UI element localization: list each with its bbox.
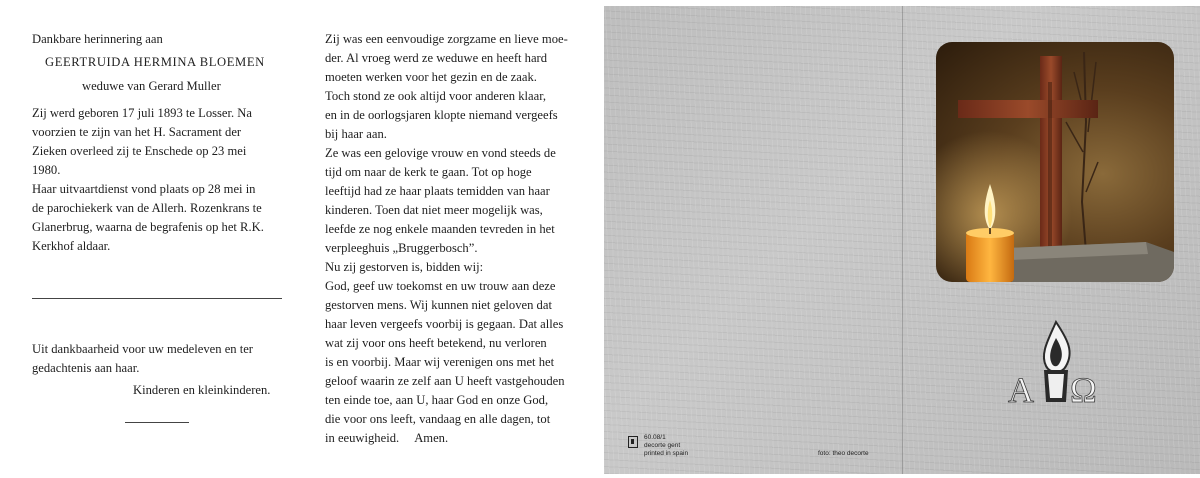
text-line: en in de oorlogsjaren klopte niemand vergeefs <box>325 108 558 122</box>
text-line: verpleeghuis „Bruggerbosch”. <box>325 241 478 255</box>
left-text-panel <box>0 0 300 478</box>
alpha-omega-emblem <box>1004 318 1114 418</box>
bio-line: Kerkhof aldaar. <box>32 239 111 253</box>
text-line: Nu zij gestorven is, bidden wij: <box>325 260 484 274</box>
bio-line: de parochiekerk van de Allerh. Rozenkrans te <box>32 201 262 215</box>
card-back-panel <box>604 6 1200 474</box>
bio-line: 1980. <box>32 163 61 177</box>
bio-line: Zieken overleed zij te Enschede op 23 mei <box>32 144 247 158</box>
bio-line: Zij werd geboren 17 juli 1893 te Losser. Na <box>32 106 252 120</box>
text-line: leefde ze nog enkele maanden tevreden in het <box>325 222 555 236</box>
deceased-subtitle: weduwe van Gerard Muller <box>82 79 221 93</box>
middle-text-panel <box>300 0 600 478</box>
text-line: die voor ons leeft, vandaag en alle dagen, tot <box>325 412 551 426</box>
bio-line: Glanerbrug, waarna de begrafenis op het R.K. <box>32 220 264 234</box>
text-line: gestorven mens. Wij kunnen niet geloven dat <box>325 298 552 312</box>
signature: Kinderen en kleinkinderen. <box>133 383 271 397</box>
text-line: kinderen. Toen dat niet meer mogelijk was, <box>325 203 543 217</box>
cross-and-candle-photo <box>936 42 1174 282</box>
bio-line: Haar uitvaartdienst vond plaats op 28 mei in <box>32 182 256 196</box>
printed-in: printed in spain <box>644 450 689 457</box>
short-divider <box>125 422 189 423</box>
text-line: der. Al vroeg werd ze weduwe en heeft hard <box>325 51 548 65</box>
text-line: tijd om naar de kerk te gaan. Tot op hoge <box>325 165 532 179</box>
omega-letter: Ω <box>1070 370 1097 410</box>
divider-line <box>32 298 282 299</box>
card-fold-line <box>902 6 903 474</box>
alpha-letter: A <box>1008 370 1034 410</box>
text-line: Ze was een gelovige vrouw en vond steeds de <box>325 146 556 160</box>
photo-credit: foto: theo decorte <box>818 450 869 457</box>
text-line: ten einde toe, aan U, haar God en onze God, <box>325 393 549 407</box>
thanks-line: Uit dankbaarheid voor uw medeleven en ter <box>32 342 254 356</box>
heading: Dankbare herinnering aan <box>32 32 163 46</box>
text-line: is en voorbij. Maar wij verenigen ons met het <box>325 355 555 369</box>
text-line: moeten werken voor het gezin en de zaak. <box>325 70 537 84</box>
text-line: Zij was een eenvoudige zorgzame en lieve moe- <box>325 32 568 46</box>
text-line: leeftijd had ze haar plaats temidden van haar <box>325 184 550 198</box>
text-line: in eeuwigheid. Amen. <box>325 431 449 445</box>
text-line: wat zij voor ons heeft betekend, nu verloren <box>325 336 547 350</box>
text-line: bij haar aan. <box>325 127 387 141</box>
print-code: 60.08/1 <box>644 434 666 441</box>
text-line: Toch stond ze ook altijd voor anderen klaar, <box>325 89 547 103</box>
thanks-line: gedachtenis aan haar. <box>32 361 140 375</box>
bio-line: voorzien te zijn van het H. Sacrament der <box>32 125 242 139</box>
text-line: haar leven vergeefs voorbij is gegaan. Dat alles <box>325 317 564 331</box>
deceased-name: GEERTRUIDA HERMINA BLOEMEN <box>45 55 265 69</box>
text-line: God, geef uw toekomst en uw trouw aan deze <box>325 279 556 293</box>
text-line: geloof waarin ze zelf aan U heeft vastgehouden <box>325 374 565 388</box>
printer-name: decorte gent <box>644 442 681 449</box>
printer-logo-icon <box>628 436 638 448</box>
